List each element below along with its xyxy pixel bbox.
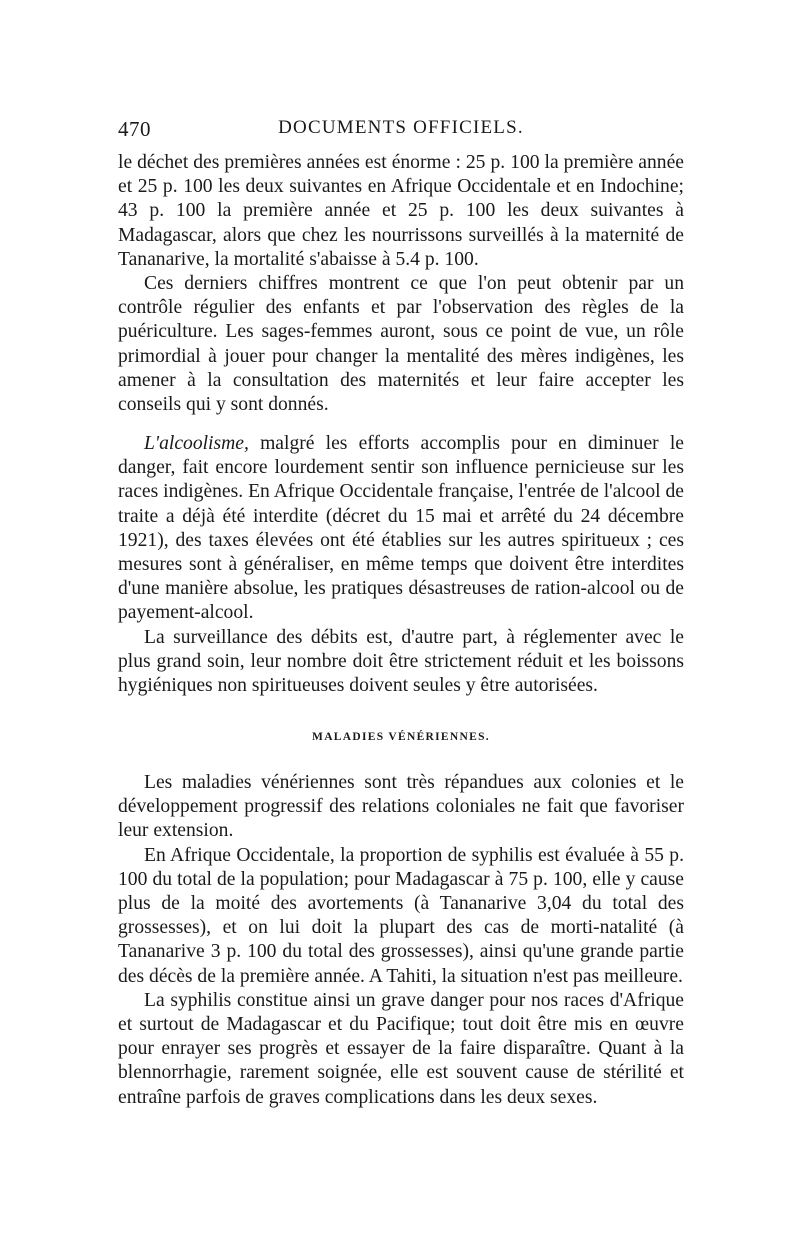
paragraph-continuation: le déchet des premières années est énorme : 25 p. 100 la première année et 25 p. 100 les deux suivantes en Afrique Occidentale et en Indochine; 43 p. 100 la première année et 25 p. 100 les deux suivantes à Madagascar, alors que chez les nourrissons surveillés à la maternité de Tananarive, la mortalité s'abaisse à 5.4 p. 100. xyxy=(118,152,684,270)
page-number: 470 xyxy=(118,117,151,141)
paragraph: Ces derniers chiffres montrent ce que l'on peut obtenir par un contrôle régulier des enfants et par l'observation des règles de la puériculture. Les sages-femmes auront, sous ce point de vue, un rôle primordial à jouer pour changer la mentalité des mères indigènes, les amener à la consultation des maternités et leur faire accepter les conseils qui y sont donnés. xyxy=(118,273,684,416)
section-title: MALADIES VÉNÉRIENNES. xyxy=(312,731,490,743)
paragraph: La syphilis constitue ainsi un grave danger pour nos races d'Afrique et surtout de Madagascar et du Pacifique; tout doit être mis en œuvre pour enrayer ses progrès et essayer de la faire disparaître. Quant à la blennorrhagie, rarement soignée, elle est souvent cause de stérilité et entraîne parfois de graves complications dans les deux sexes. xyxy=(118,989,684,1108)
paragraph: En Afrique Occidentale, la proportion de syphilis est évaluée à 55 p. 100 du total de la population; pour Madagascar à 75 p. 100, elle y cause plus de la moité des avortements (à Tananarive 3,04 du total des grossesses), et on lui doit la plupart des cas de morti-natalité (à Tananarive 3 p. 100 du total des grossesses), ainsi qu'une grande partie des décès de la première année. A Tahiti, la situation n'est pas meilleure. xyxy=(118,844,684,987)
running-header xyxy=(118,117,684,145)
header-title: DOCUMENTS OFFICIELS. xyxy=(278,117,524,138)
paragraph: La surveillance des débits est, d'autre part, à réglementer avec le plus grand soin, leur nombre doit être strictement réduit et les boissons hygiéniques non spiritueuses doivent seules y être autorisées. xyxy=(118,626,684,697)
alcoholism-lead-term: L'alcoolisme, xyxy=(144,433,249,454)
paragraph-alcoholism xyxy=(118,432,684,626)
text-block-top xyxy=(118,151,684,417)
alcoholism-text: malgré les efforts accomplis pour en diminuer le danger, fait encore lourdement sentir son influence pernicieuse sur les races indigènes. En Afrique Occidentale française, l'entrée de l'alcool de traite a déjà été interdite (décret du 15 mai et arrêté du 24 décembre 1921), des taxes élevées ont été établies sur les autres spiritueux ; ces mesures sont à généraliser, en même temps que doivent être interdites d'une manière absolue, les pratiques désastreuses de ration-alcool ou de payement-alcool. xyxy=(118,433,684,624)
text-block-alcoholism xyxy=(118,432,684,698)
text-block-venereal xyxy=(118,771,684,1110)
paragraph: Les maladies vénériennes sont très répandues aux colonies et le développement progressif des relations coloniales ne fait que favoriser leur extension. xyxy=(118,772,684,842)
